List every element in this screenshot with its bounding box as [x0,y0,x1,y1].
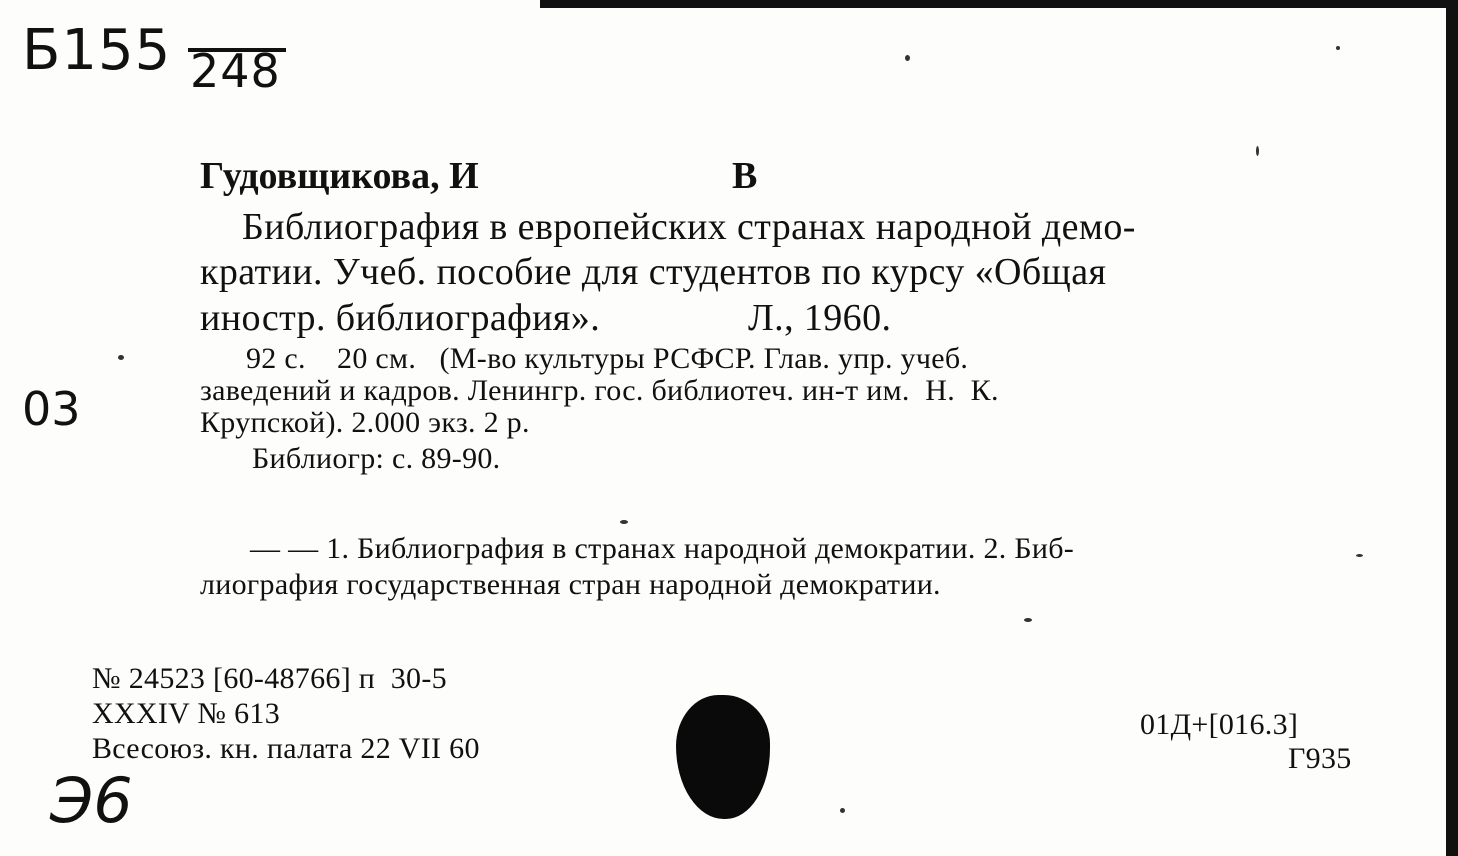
title-line-1: Библиография в европейских странах народной демо- [242,206,1136,248]
card-edge-right [1446,0,1458,856]
collation-line-3: Крупской). 2.000 экз. 2 р. [200,406,530,439]
speck [1336,46,1340,50]
speck [905,55,910,61]
speck [1024,618,1032,622]
author-heading [200,154,758,198]
bibliography-note: Библиогр: с. 89-90. [252,442,501,475]
handwritten-margin-mark: 03 [22,382,81,436]
card-edge-top [540,0,1458,8]
footer-volume-number: XXXIV № 613 [92,697,281,730]
footer-record-number: № 24523 [60-48766] п 30-5 [92,662,447,695]
handwritten-bottom-mark: Э6 [50,764,133,837]
call-number-main: Б155 [22,18,172,83]
speck [1256,146,1259,156]
handwritten-call-number [22,18,281,98]
ink-blot [676,695,770,819]
title-end: иностр. библиография». [200,297,601,339]
author-initial: В [732,155,758,197]
speck [118,355,124,360]
title-line-3 [200,296,892,340]
author-surname: Гудовщикова, И [200,155,479,197]
speck [1356,554,1363,557]
author-mark: Г935 [1288,742,1352,775]
subject-line-1: — — 1. Библиография в странах народной демократии. 2. Биб- [250,532,1075,565]
speck [620,520,628,524]
subject-line-2: лиография государственная стран народной демократии. [200,568,941,601]
call-number-sub: 248 [190,44,281,98]
collation-line-2: заведений и кадров. Ленингр. гос. библиотеч. ин-т им. Н. К. [200,374,999,407]
speck [840,808,845,813]
classification-code: 01Д+[016.3] [1140,708,1299,741]
title-line-2: кратии. Учеб. пособие для студентов по курсу «Общая [200,251,1107,293]
footer-chamber-date: Всесоюз. кн. палата 22 VII 60 [92,732,480,765]
publication-info: Л., 1960. [748,297,892,339]
collation-line-1: 92 с. 20 см. (М-во культуры РСФСР. Глав. упр. учеб. [246,342,969,375]
